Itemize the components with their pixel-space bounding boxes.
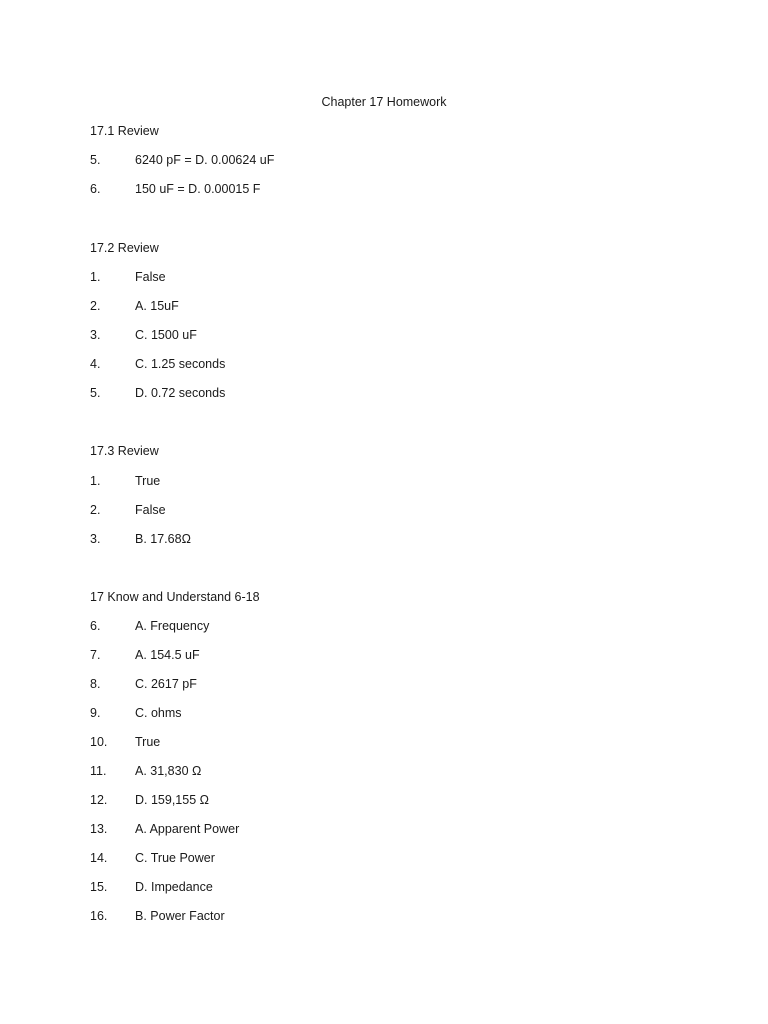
section-heading: 17.2 Review xyxy=(90,241,159,255)
question-number: 5. xyxy=(90,386,101,400)
question-number: 1. xyxy=(90,474,101,488)
question-number: 5. xyxy=(90,153,101,167)
question-number: 4. xyxy=(90,357,101,371)
answer-text: D. 0.72 seconds xyxy=(135,386,226,400)
answer-text: C. 1500 uF xyxy=(135,328,197,342)
answer-text: 6240 pF = D. 0.00624 uF xyxy=(135,153,275,167)
answer-text: B. Power Factor xyxy=(135,909,225,923)
answer-text: A. 154.5 uF xyxy=(135,648,200,662)
answer-text: True xyxy=(135,474,161,488)
question-number: 9. xyxy=(90,706,101,720)
question-number: 2. xyxy=(90,503,101,517)
answer-text: True xyxy=(135,735,161,749)
answer-text: C. ohms xyxy=(135,706,182,720)
question-number: 2. xyxy=(90,299,101,313)
question-number: 14. xyxy=(90,851,108,865)
question-number: 1. xyxy=(90,270,101,284)
section-heading: 17.3 Review xyxy=(90,444,159,458)
answer-text: C. 1.25 seconds xyxy=(135,357,226,371)
question-number: 3. xyxy=(90,328,101,342)
question-number: 8. xyxy=(90,677,101,691)
section-heading: 17.1 Review xyxy=(90,124,159,138)
answer-text: A. 31,830 Ω xyxy=(135,764,202,778)
answer-text: C. True Power xyxy=(135,851,215,865)
question-number: 12. xyxy=(90,793,108,807)
section-heading: 17 Know and Understand 6-18 xyxy=(90,590,260,604)
answer-text: False xyxy=(135,503,166,517)
answer-text: A. Frequency xyxy=(135,619,210,633)
answer-text: A. 15uF xyxy=(135,299,179,313)
answer-text: A. Apparent Power xyxy=(135,822,240,836)
question-number: 13. xyxy=(90,822,108,836)
question-number: 10. xyxy=(90,735,108,749)
question-number: 6. xyxy=(90,182,101,196)
question-number: 7. xyxy=(90,648,101,662)
answer-text: D. 159,155 Ω xyxy=(135,793,209,807)
answer-text: False xyxy=(135,270,166,284)
answer-text: 150 uF = D. 0.00015 F xyxy=(135,182,261,196)
answer-text: B. 17.68Ω xyxy=(135,532,191,546)
question-number: 15. xyxy=(90,880,108,894)
question-number: 16. xyxy=(90,909,108,923)
answer-text: C. 2617 pF xyxy=(135,677,197,691)
question-number: 3. xyxy=(90,532,101,546)
answer-text: D. Impedance xyxy=(135,880,213,894)
document-title: Chapter 17 Homework xyxy=(321,95,447,109)
question-number: 6. xyxy=(90,619,101,633)
question-number: 11. xyxy=(90,764,107,778)
